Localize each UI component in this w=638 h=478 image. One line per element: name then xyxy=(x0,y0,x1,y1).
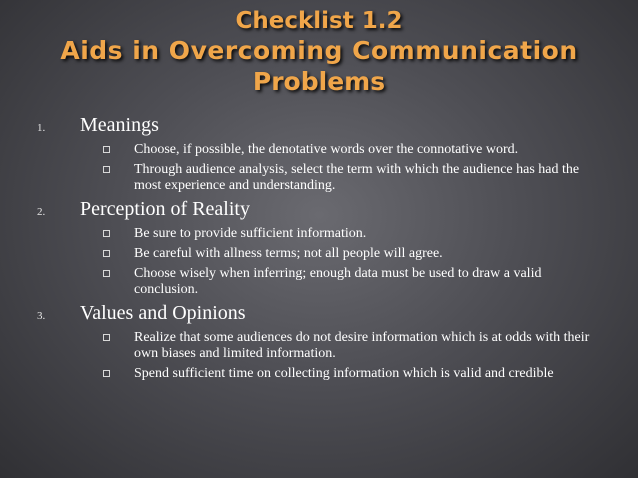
checklist-content xyxy=(0,114,638,386)
square-bullet-icon xyxy=(103,270,110,277)
section-header xyxy=(0,114,638,142)
section-header xyxy=(0,198,638,226)
section-heading: Meanings xyxy=(80,114,159,136)
bullet-text: Be careful with allness terms; not all people will agree. xyxy=(134,246,443,261)
title-line-1: Checklist 1.2 xyxy=(235,8,403,34)
section-values xyxy=(0,302,638,382)
section-number: 2. xyxy=(37,206,46,218)
list-item xyxy=(0,266,638,298)
bullet-text: Be sure to provide sufficient information. xyxy=(134,226,367,241)
square-bullet-icon xyxy=(103,166,110,173)
list-item xyxy=(0,246,638,262)
section-number: 3. xyxy=(37,310,46,322)
section-heading: Values and Opinions xyxy=(80,302,246,324)
section-header xyxy=(0,302,638,330)
section-meanings xyxy=(0,114,638,194)
bullet-list xyxy=(0,330,638,382)
list-item xyxy=(0,226,638,242)
bullet-text: Spend sufficient time on collecting information which is valid and credible xyxy=(134,366,554,381)
section-perception xyxy=(0,198,638,298)
square-bullet-icon xyxy=(103,370,110,377)
section-heading: Perception of Reality xyxy=(80,198,250,220)
bullet-text: Choose wisely when inferring; enough data must be used to draw a valid conclusion. xyxy=(134,266,542,297)
square-bullet-icon xyxy=(103,334,110,341)
section-number: 1. xyxy=(37,122,46,134)
list-item xyxy=(0,330,638,362)
bullet-text: Through audience analysis, select the term with which the audience has had the most experience and understanding. xyxy=(134,162,580,193)
square-bullet-icon xyxy=(103,250,110,257)
square-bullet-icon xyxy=(103,230,110,237)
bullet-text: Choose, if possible, the denotative words over the connotative word. xyxy=(134,142,519,157)
list-item xyxy=(0,162,638,194)
title-line-2: Aids in Overcoming Communication xyxy=(60,36,578,65)
list-item xyxy=(0,366,638,382)
square-bullet-icon xyxy=(103,146,110,153)
slide-title xyxy=(0,8,638,97)
bullet-list xyxy=(0,142,638,194)
bullet-text: Realize that some audiences do not desire information which is at odds with their own biases and limited information. xyxy=(134,330,590,361)
bullet-list xyxy=(0,226,638,298)
list-item xyxy=(0,142,638,158)
title-line-3: Problems xyxy=(252,67,386,96)
